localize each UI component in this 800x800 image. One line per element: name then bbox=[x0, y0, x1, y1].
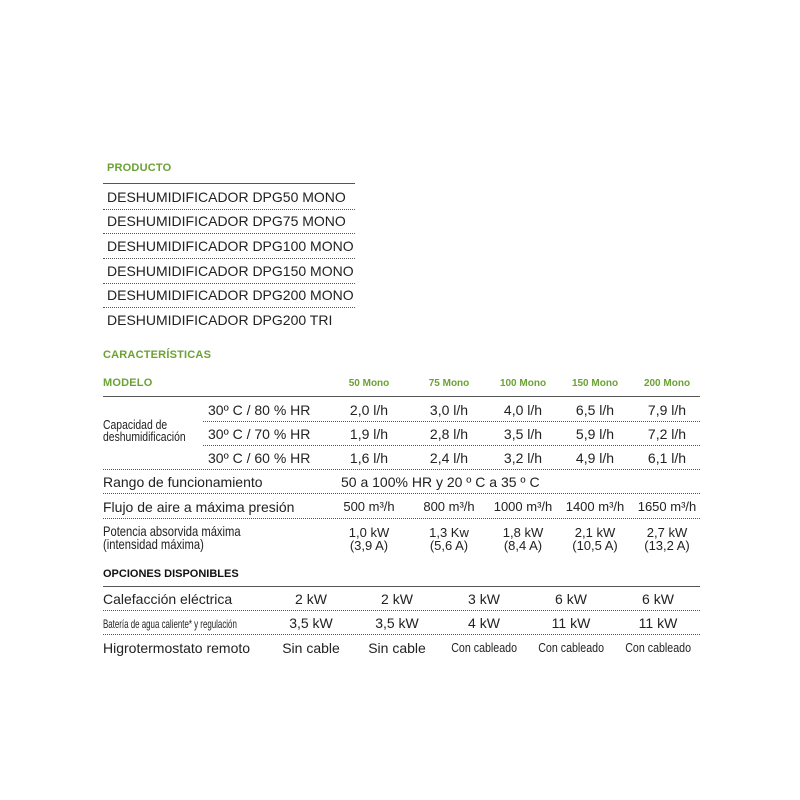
potencia-a: (8,4 A) bbox=[503, 538, 543, 553]
table-cell: 1,9 l/h bbox=[349, 426, 389, 442]
potencia-a: (5,6 A) bbox=[429, 538, 469, 553]
potencia-a: (10,5 A) bbox=[572, 538, 618, 553]
option-label: Higrotermostato remoto bbox=[103, 640, 251, 656]
divider bbox=[103, 518, 700, 519]
column-header: 200 Mono bbox=[643, 378, 691, 389]
option-cell: 3,5 kW bbox=[375, 615, 419, 631]
column-header: 100 Mono bbox=[499, 378, 547, 389]
option-label: Calefacción eléctrica bbox=[103, 591, 233, 607]
potencia-label-line1: Potencia absorvida máxima bbox=[103, 523, 241, 539]
divider bbox=[203, 421, 700, 422]
caracteristicas-heading: CARACTERÍSTICAS bbox=[103, 349, 212, 361]
option-cell: 6 kW bbox=[555, 591, 587, 607]
opciones-heading: OPCIONES DISPONIBLES bbox=[103, 568, 239, 580]
divider bbox=[103, 493, 700, 494]
potencia-label-line2: (intensidad máxima) bbox=[103, 536, 204, 552]
table-cell: 2,0 l/h bbox=[349, 402, 389, 418]
table-cell: 2,8 l/h bbox=[429, 426, 469, 442]
potencia-cell bbox=[414, 526, 484, 552]
modelo-label: MODELO bbox=[103, 377, 153, 389]
column-header: 150 Mono bbox=[571, 378, 619, 389]
option-cell: 2 kW bbox=[381, 591, 413, 607]
product-item: DESHUMIDIFICADOR DPG150 MONO bbox=[107, 263, 354, 279]
option-cell: 11 kW bbox=[551, 615, 591, 631]
table-cell: 7,9 l/h bbox=[647, 402, 687, 418]
divider bbox=[103, 258, 355, 259]
column-header: 50 Mono bbox=[348, 378, 390, 389]
option-cell: 6 kW bbox=[642, 591, 674, 607]
divider bbox=[103, 283, 355, 284]
table-cell: 6,5 l/h bbox=[575, 402, 615, 418]
potencia-kw: 2,1 kW bbox=[574, 525, 616, 540]
table-cell: 6,1 l/h bbox=[647, 450, 687, 466]
option-cell: 2 kW bbox=[295, 591, 327, 607]
divider bbox=[103, 634, 700, 635]
potencia-kw: 1,8 kW bbox=[502, 525, 544, 540]
divider bbox=[103, 586, 700, 587]
table-cell: 1400 m³/h bbox=[565, 499, 625, 514]
potencia-a: (3,9 A) bbox=[349, 538, 389, 553]
divider bbox=[103, 209, 355, 210]
potencia-cell bbox=[334, 526, 404, 552]
condition-label: 30º C / 80 % HR bbox=[208, 402, 311, 418]
option-cell bbox=[528, 640, 614, 655]
potencia-kw: 1,0 kW bbox=[348, 525, 390, 540]
table-cell: 4,0 l/h bbox=[503, 402, 543, 418]
capacidad-label bbox=[103, 419, 206, 443]
option-label-text: Batería de agua caliente* y regulación bbox=[103, 617, 237, 631]
table-cell: 500 m³/h bbox=[343, 499, 395, 514]
product-item: DESHUMIDIFICADOR DPG200 MONO bbox=[107, 287, 354, 303]
product-item: DESHUMIDIFICADOR DPG50 MONO bbox=[107, 189, 346, 205]
divider bbox=[103, 469, 700, 470]
option-cell: 4 kW bbox=[468, 615, 500, 631]
capacidad-label-line1: Capacidad de bbox=[103, 417, 168, 432]
condition-label: 30º C / 60 % HR bbox=[208, 450, 311, 466]
option-cell: 11 kW bbox=[638, 615, 678, 631]
divider bbox=[103, 183, 355, 184]
potencia-cell bbox=[488, 526, 558, 552]
option-cell-text: Con cableado bbox=[538, 640, 604, 655]
divider bbox=[103, 233, 355, 234]
potencia-label bbox=[103, 525, 275, 551]
table-cell: 1,6 l/h bbox=[349, 450, 389, 466]
potencia-cell bbox=[560, 526, 630, 552]
divider bbox=[103, 396, 700, 397]
divider bbox=[103, 307, 355, 308]
table-cell: 4,9 l/h bbox=[575, 450, 615, 466]
product-item: DESHUMIDIFICADOR DPG100 MONO bbox=[107, 238, 354, 254]
rango-label: Rango de funcionamiento bbox=[103, 474, 263, 490]
divider bbox=[103, 610, 700, 611]
potencia-cell bbox=[632, 526, 702, 552]
table-cell: 800 m³/h bbox=[423, 499, 475, 514]
option-cell: 3 kW bbox=[468, 591, 500, 607]
product-item: DESHUMIDIFICADOR DPG200 TRI bbox=[107, 312, 333, 328]
potencia-a: (13,2 A) bbox=[644, 538, 690, 553]
potencia-kw: 2,7 kW bbox=[646, 525, 688, 540]
table-cell: 2,4 l/h bbox=[429, 450, 469, 466]
table-cell: 1650 m³/h bbox=[637, 499, 697, 514]
option-cell: Sin cable bbox=[368, 640, 426, 656]
option-cell: Sin cable bbox=[282, 640, 340, 656]
rango-value: 50 a 100% HR y 20 º C a 35 º C bbox=[341, 474, 540, 490]
option-cell bbox=[441, 640, 527, 655]
divider bbox=[203, 445, 700, 446]
capacidad-label-line2: deshumidificación bbox=[103, 429, 186, 444]
product-item: DESHUMIDIFICADOR DPG75 MONO bbox=[107, 213, 346, 229]
potencia-kw: 1,3 Kw bbox=[429, 525, 469, 540]
table-cell: 5,9 l/h bbox=[575, 426, 615, 442]
option-cell bbox=[615, 640, 701, 655]
option-cell-text: Con cableado bbox=[625, 640, 691, 655]
table-cell: 7,2 l/h bbox=[647, 426, 687, 442]
table-cell: 3,0 l/h bbox=[429, 402, 469, 418]
flujo-label: Flujo de aire a máxima presión bbox=[103, 499, 295, 515]
option-cell-text: Con cableado bbox=[451, 640, 517, 655]
table-cell: 3,5 l/h bbox=[503, 426, 543, 442]
table-cell: 3,2 l/h bbox=[503, 450, 543, 466]
condition-label: 30º C / 70 % HR bbox=[208, 426, 311, 442]
table-cell: 1000 m³/h bbox=[493, 499, 553, 514]
option-cell: 3,5 kW bbox=[289, 615, 333, 631]
producto-heading: PRODUCTO bbox=[107, 162, 172, 174]
column-header: 75 Mono bbox=[428, 378, 470, 389]
